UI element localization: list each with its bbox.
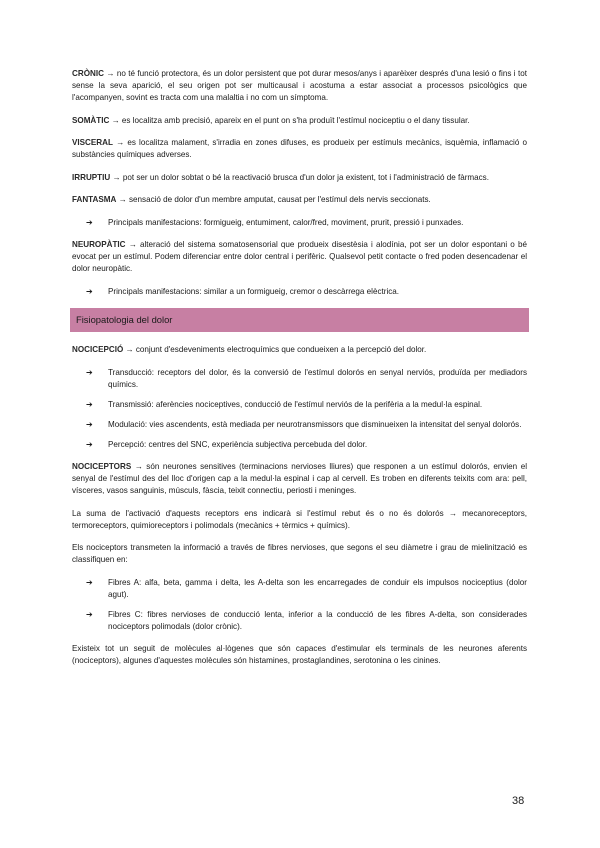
arrow-bullet-icon: ➔ <box>86 577 93 587</box>
nocicepcio-bullet-list <box>72 367 527 451</box>
definition-text: → sensació de dolor d'un membre amputat, causat per l'estímul dels nervis seccionats. <box>116 195 431 204</box>
list-item-text: Transmissió: aferències nociceptives, conducció de l'estímul nerviós de la perifèria a la medul·la espinal. <box>108 399 483 409</box>
arrow-bullet-icon: ➔ <box>86 399 93 409</box>
term-label: NEUROPÀTIC <box>72 240 126 249</box>
fantasma-bullet-list <box>72 217 527 229</box>
definition-nocicepcio <box>72 344 527 356</box>
list-item <box>86 609 527 633</box>
term-label: IRRUPTIU <box>72 172 111 182</box>
list-item <box>86 419 527 431</box>
list-item <box>86 399 527 411</box>
list-item <box>86 217 527 229</box>
list-item-text: Principals manifestacions: similar a un formigueig, cremor o descàrrega elèctrica. <box>108 286 400 296</box>
definition-neuropatic <box>72 239 527 275</box>
list-item-text: Transducció: receptors del dolor, és la conversió de l'estímul dolorós en senyal nerviós, produïda per mediadors químics. <box>108 367 527 389</box>
list-item-text: Percepció: centres del SNC, experiència subjectiva percebuda del dolor. <box>108 439 368 449</box>
definition-text: → es localitza amb precisió, apareix en el punt on s'ha produït l'estímul nociceptiu o el dany tissular. <box>109 115 470 125</box>
term-label: CRÒNIC <box>72 69 104 78</box>
list-item <box>86 286 527 298</box>
arrow-bullet-icon: ➔ <box>86 367 93 377</box>
section-heading: Fisiopatologia del dolor <box>70 308 529 332</box>
term-label: NOCICEPTORS <box>72 462 132 471</box>
paragraph-fibres: Els nociceptors transmeten la informació a través de fibres nervioses, que segons el seu diàmetre i grau de mielinització es classifiquen en: <box>72 543 527 564</box>
list-item-text: Fibres A: alfa, beta, gamma i delta, les A-delta son les encarregades de conduir els impulsos nociceptius (dolor agut). <box>108 577 527 599</box>
definition-fantasma <box>72 194 527 206</box>
definition-nociceptors <box>72 461 527 497</box>
list-item <box>86 577 527 601</box>
list-item-text: Principals manifestacions: formigueig, entumiment, calor/fred, moviment, prurit, pressió i punxades. <box>108 217 464 227</box>
term-label: SOMÀTIC <box>72 115 110 125</box>
definition-text: → pot ser un dolor sobtat o bé la reactivació brusca d'un dolor ja existent, tot i l'administració de fàrmacs. <box>110 172 489 182</box>
definition-text: → són neurones sensitives (terminacions nervioses lliures) que responen a un estímul dolorós, envien el senyal de l'estímul des del lloc d'origen cap a la medul·la espinal i cap al cervell. Es troben en diferents teixits com ara: pell, vísceres, vasos sanguinis, músculs, fàscia, teixit connectiu, periosti i meninges. <box>72 462 527 495</box>
term-label: VISCERAL <box>72 138 113 147</box>
neuropatic-bullet-list <box>72 286 527 298</box>
list-item-text: Modulació: vies ascendents, està mediada per neurotransmissors que disminueixen la intensitat del senyal dolorós. <box>108 419 522 429</box>
arrow-bullet-icon: ➔ <box>86 419 93 429</box>
definition-somatic <box>72 115 527 127</box>
arrow-bullet-icon: ➔ <box>86 439 93 449</box>
definition-visceral <box>72 137 527 161</box>
definition-text: → no té funció protectora, és un dolor persistent que pot durar mesos/anys i aparèixer després d'una lesió o fins i tot sense la seva aparició, el seu origen pot ser multicausal i acostuma a estar associat a processos psicològics que l'acompanyen, sovint es tracta com una malaltia i no com un símptoma. <box>72 69 527 102</box>
term-label: NOCICEPCIÓ <box>72 345 124 354</box>
page-number: 38 <box>512 795 525 807</box>
arrow-bullet-icon: ➔ <box>86 286 93 296</box>
paragraph-suma: La suma de l'activació d'aquests receptors ens indicarà si l'estímul rebut és o no és dolorós → mecanoreceptors, termoreceptors, quimioreceptors i polimodals (mecànics + tèrmics + químics). <box>72 508 527 530</box>
term-label: FANTASMA <box>72 195 117 204</box>
list-item-text: Fibres C: fibres nervioses de conducció lenta, inferior a la conducció de les fibres A-delta, son considerades nociceptors polimodals (dolor crònic). <box>108 609 527 631</box>
list-item <box>86 439 527 451</box>
definition-cronic <box>72 68 527 104</box>
definition-text: → alteració del sistema somatosensorial que produeix disestèsia i alodínia, pot ser un dolor espontani o bé evocat per un estímul. Podem diferenciar entre dolor central i perifèric. Qualsevol petit contacte o fred poden desencadenar el dolor neuropàtic. <box>72 240 527 273</box>
arrow-bullet-icon: ➔ <box>86 609 93 619</box>
fibres-bullet-list <box>72 577 527 633</box>
document-body <box>72 68 527 678</box>
definition-text: → es localitza malament, s'irradia en zones difuses, es produeix per estímuls mecànics, isquèmia, inflamació o substàncies químiques adverses. <box>72 138 527 159</box>
definition-irruptiu <box>72 172 527 184</box>
list-item <box>86 367 527 391</box>
paragraph-molecules: Existeix tot un seguit de molècules al·lògenes que són capaces d'estimular els terminals de les neurones aferents (nociceptors), algunes d'aquestes molècules són histamines, prostaglandines, serotonina o les cinines. <box>72 644 527 665</box>
arrow-bullet-icon: ➔ <box>86 217 93 227</box>
definition-text: → conjunt d'esdeveniments electroquímics que condueixen a la percepció del dolor. <box>123 345 427 354</box>
